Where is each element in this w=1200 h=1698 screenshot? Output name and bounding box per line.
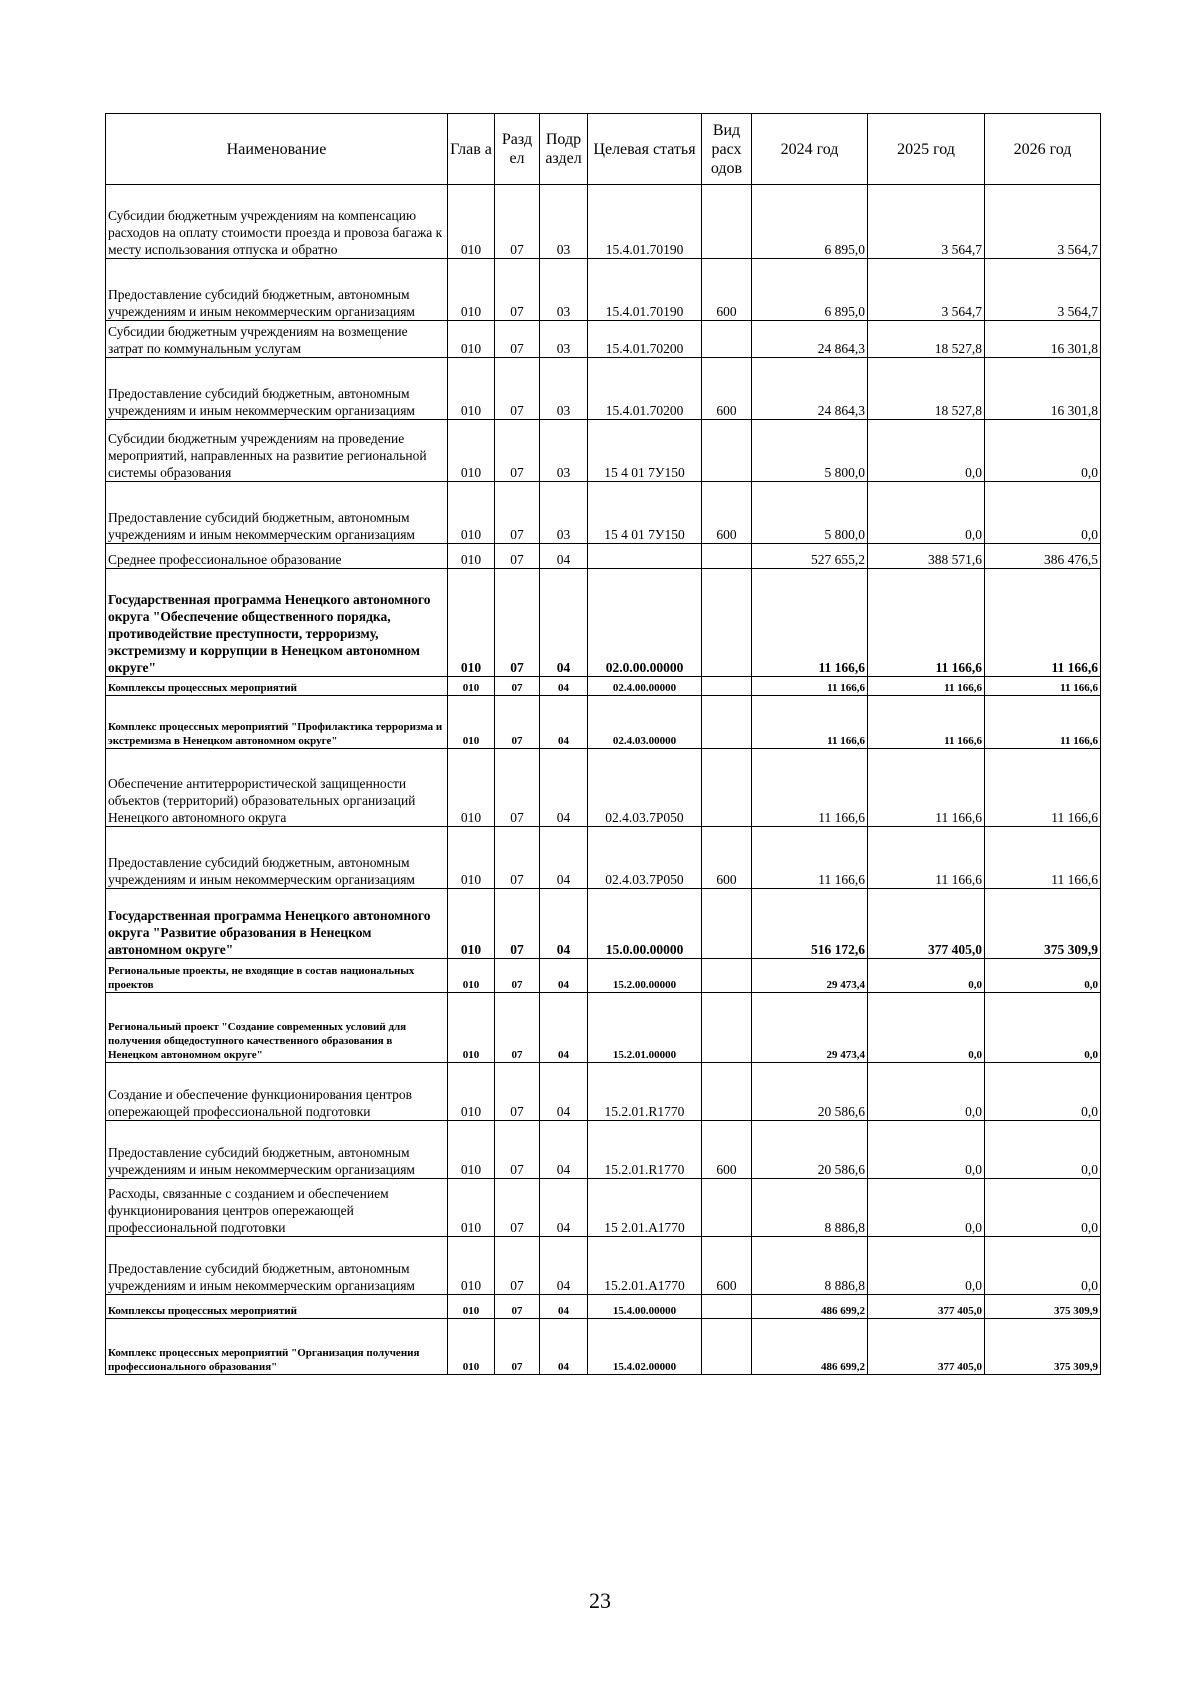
header-2026: 2026 год	[985, 114, 1101, 185]
row-podrazdel: 04	[540, 889, 588, 959]
row-name: Среднее профессиональное образование	[106, 544, 448, 569]
row-2026: 16 301,8	[985, 358, 1101, 420]
row-name: Комплексы процессных мероприятий	[106, 677, 448, 696]
table-row	[106, 1063, 1101, 1121]
table-row	[106, 1237, 1101, 1295]
row-expense-type: 600	[702, 482, 752, 544]
row-podrazdel: 04	[540, 696, 588, 749]
row-podrazdel: 04	[540, 1237, 588, 1295]
row-2026: 0,0	[985, 1237, 1101, 1295]
row-2026: 0,0	[985, 1121, 1101, 1179]
row-razdel: 07	[495, 1121, 540, 1179]
row-podrazdel: 04	[540, 827, 588, 889]
row-2025: 0,0	[868, 420, 985, 482]
row-glava: 010	[448, 569, 495, 677]
table-row	[106, 544, 1101, 569]
row-podrazdel: 04	[540, 569, 588, 677]
row-2024: 6 895,0	[752, 185, 868, 259]
row-glava: 010	[448, 749, 495, 827]
row-podrazdel: 03	[540, 185, 588, 259]
row-podrazdel: 03	[540, 259, 588, 321]
row-razdel: 07	[495, 1063, 540, 1121]
row-2024: 516 172,6	[752, 889, 868, 959]
row-podrazdel: 04	[540, 959, 588, 993]
row-target-article: 15.4.00.00000	[588, 1295, 702, 1319]
row-expense-type: 600	[702, 358, 752, 420]
row-name: Региональный проект "Создание современных условий для получения общедоступного качественного образования в Ненецком автономном округе"	[106, 993, 448, 1063]
row-podrazdel: 04	[540, 544, 588, 569]
row-target-article: 02.4.03.00000	[588, 696, 702, 749]
row-2025: 11 166,6	[868, 677, 985, 696]
row-razdel: 07	[495, 827, 540, 889]
row-razdel: 07	[495, 1179, 540, 1237]
row-name: Предоставление субсидий бюджетным, автономным учреждениям и иным некоммерческим организациям	[106, 259, 448, 321]
row-razdel: 07	[495, 259, 540, 321]
row-2024: 8 886,8	[752, 1179, 868, 1237]
row-target-article: 15.0.00.00000	[588, 889, 702, 959]
row-name: Предоставление субсидий бюджетным, автономным учреждениям и иным некоммерческим организациям	[106, 358, 448, 420]
row-2025: 0,0	[868, 482, 985, 544]
row-razdel: 07	[495, 420, 540, 482]
table-row	[106, 1295, 1101, 1319]
row-target-article: 15.2.01.R1770	[588, 1063, 702, 1121]
row-expense-type	[702, 1295, 752, 1319]
row-2026: 0,0	[985, 993, 1101, 1063]
row-expense-type: 600	[702, 1121, 752, 1179]
budget-table	[105, 113, 1101, 1375]
table-row	[106, 1179, 1101, 1237]
row-2026: 0,0	[985, 1063, 1101, 1121]
table-row	[106, 358, 1101, 420]
row-glava: 010	[448, 993, 495, 1063]
row-name: Предоставление субсидий бюджетным, автономным учреждениям и иным некоммерческим организациям	[106, 1237, 448, 1295]
row-2025: 0,0	[868, 993, 985, 1063]
row-2025: 3 564,7	[868, 185, 985, 259]
row-2024: 20 586,6	[752, 1121, 868, 1179]
row-expense-type	[702, 569, 752, 677]
page-number: 23	[589, 1588, 611, 1613]
row-2026: 0,0	[985, 420, 1101, 482]
row-2025: 11 166,6	[868, 569, 985, 677]
row-podrazdel: 03	[540, 321, 588, 358]
row-razdel: 07	[495, 1237, 540, 1295]
table-row	[106, 420, 1101, 482]
table-row	[106, 259, 1101, 321]
row-razdel: 07	[495, 677, 540, 696]
row-glava: 010	[448, 321, 495, 358]
header-expense-type: Вид расх одов	[702, 114, 752, 185]
row-2024: 6 895,0	[752, 259, 868, 321]
row-2024: 11 166,6	[752, 677, 868, 696]
row-podrazdel: 04	[540, 993, 588, 1063]
table-row	[106, 696, 1101, 749]
row-razdel: 07	[495, 1319, 540, 1375]
row-expense-type	[702, 696, 752, 749]
row-expense-type	[702, 1063, 752, 1121]
row-glava: 010	[448, 482, 495, 544]
row-target-article: 15.4.01.70200	[588, 321, 702, 358]
row-name: Предоставление субсидий бюджетным, автономным учреждениям и иным некоммерческим организациям	[106, 482, 448, 544]
row-target-article: 02.0.00.00000	[588, 569, 702, 677]
row-2024: 527 655,2	[752, 544, 868, 569]
row-2025: 388 571,6	[868, 544, 985, 569]
row-expense-type	[702, 1319, 752, 1375]
row-glava: 010	[448, 544, 495, 569]
row-2025: 0,0	[868, 959, 985, 993]
table-row	[106, 959, 1101, 993]
table-row	[106, 677, 1101, 696]
row-glava: 010	[448, 959, 495, 993]
row-2025: 18 527,8	[868, 358, 985, 420]
row-2026: 11 166,6	[985, 827, 1101, 889]
row-target-article: 15.4.01.70190	[588, 259, 702, 321]
row-target-article: 02.4.03.7Р050	[588, 749, 702, 827]
row-2024: 11 166,6	[752, 749, 868, 827]
table-row	[106, 569, 1101, 677]
row-2026: 0,0	[985, 1179, 1101, 1237]
row-expense-type: 600	[702, 259, 752, 321]
row-2026: 375 309,9	[985, 1319, 1101, 1375]
row-razdel: 07	[495, 889, 540, 959]
table-row	[106, 1319, 1101, 1375]
row-glava: 010	[448, 1121, 495, 1179]
row-name: Обеспечение антитеррористической защищенности объектов (территорий) образовательных организаций Ненецкого автономного округа	[106, 749, 448, 827]
row-name: Создание и обеспечение функционирования центров опережающей профессиональной подготовки	[106, 1063, 448, 1121]
table-row	[106, 827, 1101, 889]
row-name: Комплексы процессных мероприятий	[106, 1295, 448, 1319]
row-razdel: 07	[495, 749, 540, 827]
row-glava: 010	[448, 827, 495, 889]
header-row	[106, 114, 1101, 185]
header-target-article: Целевая статья	[588, 114, 702, 185]
row-2026: 375 309,9	[985, 1295, 1101, 1319]
row-2025: 377 405,0	[868, 1295, 985, 1319]
row-2026: 0,0	[985, 482, 1101, 544]
row-2026: 11 166,6	[985, 677, 1101, 696]
row-glava: 010	[448, 259, 495, 321]
row-2026: 386 476,5	[985, 544, 1101, 569]
row-target-article: 15 4 01 7У150	[588, 420, 702, 482]
row-2025: 11 166,6	[868, 827, 985, 889]
header-2025: 2025 год	[868, 114, 985, 185]
row-name: Комплекс процессных мероприятий "Организация получения профессионального образования"	[106, 1319, 448, 1375]
row-target-article: 15.4.01.70190	[588, 185, 702, 259]
row-glava: 010	[448, 1295, 495, 1319]
row-razdel: 07	[495, 358, 540, 420]
row-name: Субсидии бюджетным учреждениям на возмещение затрат по коммунальным услугам	[106, 321, 448, 358]
row-2024: 11 166,6	[752, 569, 868, 677]
table-row	[106, 1121, 1101, 1179]
row-target-article: 02.4.00.00000	[588, 677, 702, 696]
row-2026: 0,0	[985, 959, 1101, 993]
row-expense-type	[702, 889, 752, 959]
header-podrazdel: Подр аздел	[540, 114, 588, 185]
row-2024: 24 864,3	[752, 358, 868, 420]
header-razdel: Разд ел	[495, 114, 540, 185]
row-2024: 29 473,4	[752, 959, 868, 993]
table-row	[106, 889, 1101, 959]
header-2024: 2024 год	[752, 114, 868, 185]
row-2024: 5 800,0	[752, 482, 868, 544]
row-2025: 11 166,6	[868, 696, 985, 749]
row-target-article: 15.2.00.00000	[588, 959, 702, 993]
row-glava: 010	[448, 1319, 495, 1375]
row-expense-type	[702, 420, 752, 482]
row-2024: 11 166,6	[752, 696, 868, 749]
row-2025: 3 564,7	[868, 259, 985, 321]
row-expense-type	[702, 677, 752, 696]
row-podrazdel: 03	[540, 358, 588, 420]
table-row	[106, 185, 1101, 259]
row-name: Комплекс процессных мероприятий "Профилактика терроризма и экстремизма в Ненецком автономном округе"	[106, 696, 448, 749]
table-row	[106, 993, 1101, 1063]
row-target-article: 15 2.01.A1770	[588, 1179, 702, 1237]
row-2024: 20 586,6	[752, 1063, 868, 1121]
row-glava: 010	[448, 420, 495, 482]
row-target-article: 15.2.01.A1770	[588, 1237, 702, 1295]
row-podrazdel: 04	[540, 749, 588, 827]
row-razdel: 07	[495, 569, 540, 677]
row-name: Предоставление субсидий бюджетным, автономным учреждениям и иным некоммерческим организациям	[106, 1121, 448, 1179]
row-expense-type	[702, 1179, 752, 1237]
row-name: Субсидии бюджетным учреждениям на проведение мероприятий, направленных на развитие региональной системы образования	[106, 420, 448, 482]
row-name: Субсидии бюджетным учреждениям на компенсацию расходов на оплату стоимости проезда и провоза багажа к месту использования отпуска и обратно	[106, 185, 448, 259]
row-glava: 010	[448, 185, 495, 259]
row-2025: 0,0	[868, 1121, 985, 1179]
row-razdel: 07	[495, 482, 540, 544]
table-body	[106, 185, 1101, 1375]
row-expense-type: 600	[702, 1237, 752, 1295]
table-row	[106, 749, 1101, 827]
table-row	[106, 321, 1101, 358]
row-podrazdel: 04	[540, 1121, 588, 1179]
row-glava: 010	[448, 1063, 495, 1121]
row-2026: 375 309,9	[985, 889, 1101, 959]
row-2026: 16 301,8	[985, 321, 1101, 358]
row-podrazdel: 04	[540, 1179, 588, 1237]
row-podrazdel: 04	[540, 1063, 588, 1121]
row-target-article: 15.4.02.00000	[588, 1319, 702, 1375]
row-2024: 486 699,2	[752, 1319, 868, 1375]
table-row	[106, 482, 1101, 544]
row-razdel: 07	[495, 959, 540, 993]
row-expense-type	[702, 993, 752, 1063]
row-target-article	[588, 544, 702, 569]
row-razdel: 07	[495, 696, 540, 749]
row-glava: 010	[448, 677, 495, 696]
row-podrazdel: 03	[540, 420, 588, 482]
row-2025: 0,0	[868, 1063, 985, 1121]
row-target-article: 15.2.01.00000	[588, 993, 702, 1063]
row-razdel: 07	[495, 321, 540, 358]
row-expense-type	[702, 544, 752, 569]
row-podrazdel: 03	[540, 482, 588, 544]
row-podrazdel: 04	[540, 677, 588, 696]
row-expense-type	[702, 185, 752, 259]
header-glava: Глав а	[448, 114, 495, 185]
row-2025: 377 405,0	[868, 889, 985, 959]
row-expense-type: 600	[702, 827, 752, 889]
row-2025: 18 527,8	[868, 321, 985, 358]
row-2024: 29 473,4	[752, 993, 868, 1063]
row-2025: 377 405,0	[868, 1319, 985, 1375]
row-podrazdel: 04	[540, 1319, 588, 1375]
header-name: Наименование	[106, 114, 448, 185]
row-expense-type	[702, 321, 752, 358]
row-2025: 0,0	[868, 1179, 985, 1237]
row-2026: 3 564,7	[985, 185, 1101, 259]
row-name: Государственная программа Ненецкого автономного округа "Обеспечение общественного порядка, противодействие преступности, терроризму, экстремизму и коррупции в Ненецком автономном округе"	[106, 569, 448, 677]
row-name: Предоставление субсидий бюджетным, автономным учреждениям и иным некоммерческим организациям	[106, 827, 448, 889]
row-glava: 010	[448, 1179, 495, 1237]
row-2024: 11 166,6	[752, 827, 868, 889]
row-2024: 8 886,8	[752, 1237, 868, 1295]
row-podrazdel: 04	[540, 1295, 588, 1319]
row-2025: 0,0	[868, 1237, 985, 1295]
row-target-article: 02.4.03.7Р050	[588, 827, 702, 889]
row-name: Государственная программа Ненецкого автономного округа "Развитие образования в Ненецком автономном округе"	[106, 889, 448, 959]
row-2026: 3 564,7	[985, 259, 1101, 321]
row-2024: 5 800,0	[752, 420, 868, 482]
row-expense-type	[702, 959, 752, 993]
row-2026: 11 166,6	[985, 749, 1101, 827]
row-2025: 11 166,6	[868, 749, 985, 827]
row-expense-type	[702, 749, 752, 827]
row-2024: 486 699,2	[752, 1295, 868, 1319]
row-2026: 11 166,6	[985, 569, 1101, 677]
row-name: Региональные проекты, не входящие в состав национальных проектов	[106, 959, 448, 993]
row-razdel: 07	[495, 544, 540, 569]
row-target-article: 15.2.01.R1770	[588, 1121, 702, 1179]
row-glava: 010	[448, 1237, 495, 1295]
row-2024: 24 864,3	[752, 321, 868, 358]
row-razdel: 07	[495, 185, 540, 259]
row-target-article: 15.4.01.70200	[588, 358, 702, 420]
row-razdel: 07	[495, 993, 540, 1063]
row-razdel: 07	[495, 1295, 540, 1319]
row-2026: 11 166,6	[985, 696, 1101, 749]
row-glava: 010	[448, 696, 495, 749]
row-glava: 010	[448, 358, 495, 420]
row-name: Расходы, связанные с созданием и обеспечением функционирования центров опережающей профессиональной подготовки	[106, 1179, 448, 1237]
row-target-article: 15 4 01 7У150	[588, 482, 702, 544]
row-glava: 010	[448, 889, 495, 959]
